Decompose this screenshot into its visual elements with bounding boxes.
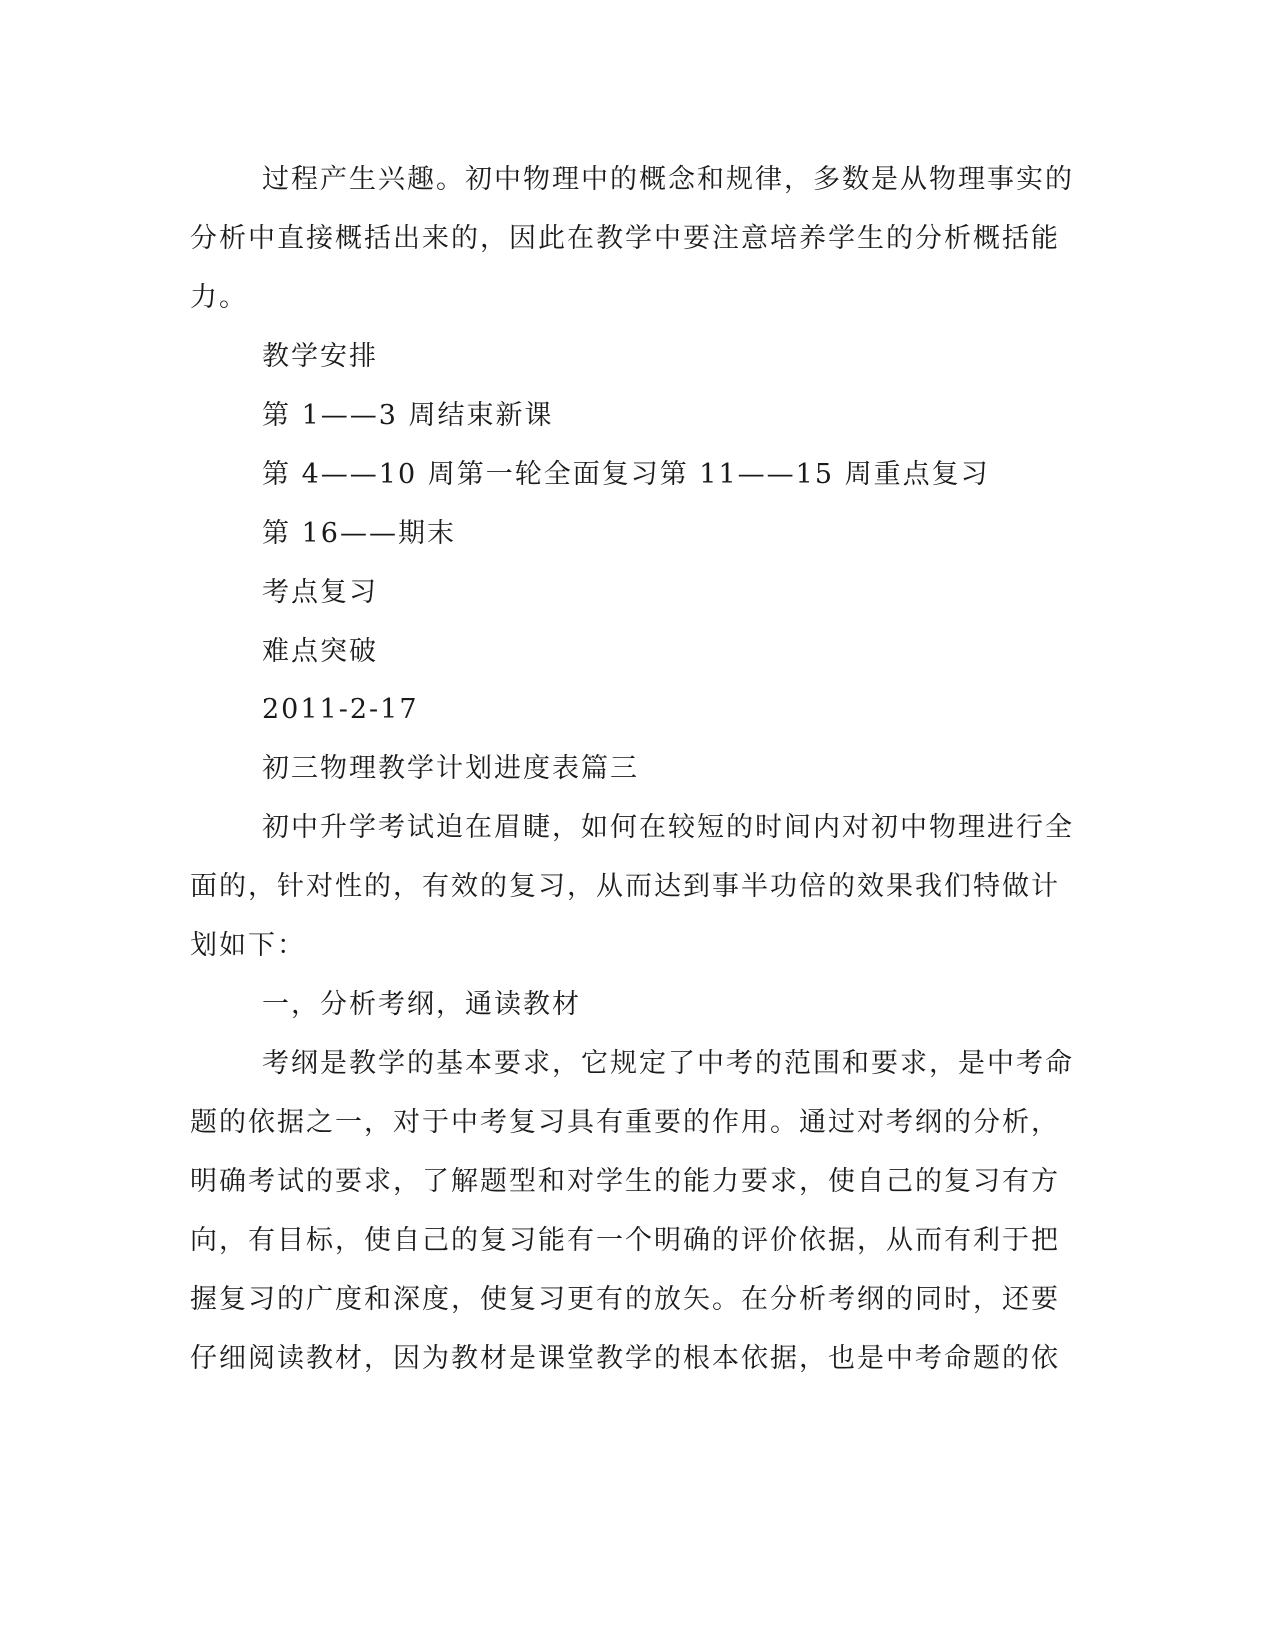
paragraph-line: 过程产生兴趣。初中物理中的概念和规律，多数是从物理事实的: [262, 164, 1074, 195]
paragraph-line: 考纲是教学的基本要求，它规定了中考的范围和要求，是中考命: [262, 1048, 1074, 1079]
paragraph-line: 题的依据之一，对于中考复习具有重要的作用。通过对考纲的分析，: [190, 1107, 1060, 1138]
paragraph-line: 面的，针对性的，有效的复习，从而达到事半功倍的效果我们特做计: [190, 871, 1060, 902]
subsection-heading: 一，分析考纲，通读教材: [262, 989, 581, 1020]
paragraph-line: 分析中直接概括出来的，因此在教学中要注意培养学生的分析概括能: [190, 223, 1060, 254]
section-title: 初三物理教学计划进度表篇三: [262, 753, 639, 784]
paragraph-line: 仔细阅读教材，因为教材是课堂教学的根本依据，也是中考命题的依: [190, 1343, 1060, 1374]
paragraph-line: 向，有目标，使自己的复习能有一个明确的评价依据，从而有利于把: [190, 1225, 1060, 1256]
schedule-item: 难点突破: [262, 636, 378, 667]
schedule-item: 第 1——3 周结束新课: [262, 400, 554, 431]
date-line: 2011-2-17: [262, 694, 419, 725]
schedule-item: 考点复习: [262, 577, 378, 608]
paragraph-line: 初中升学考试迫在眉睫，如何在较短的时间内对初中物理进行全: [262, 812, 1074, 843]
paragraph-line: 划如下：: [190, 930, 306, 961]
schedule-item: 第 16——期末: [262, 518, 456, 549]
paragraph-line: 握复习的广度和深度，使复习更有的放矢。在分析考纲的同时，还要: [190, 1284, 1060, 1315]
schedule-item: 第 4——10 周第一轮全面复习第 11——15 周重点复习: [262, 459, 990, 490]
paragraph-line: 明确考试的要求，了解题型和对学生的能力要求，使自己的复习有方: [190, 1166, 1060, 1197]
section-heading: 教学安排: [262, 341, 378, 372]
paragraph-line: 力。: [190, 282, 248, 313]
